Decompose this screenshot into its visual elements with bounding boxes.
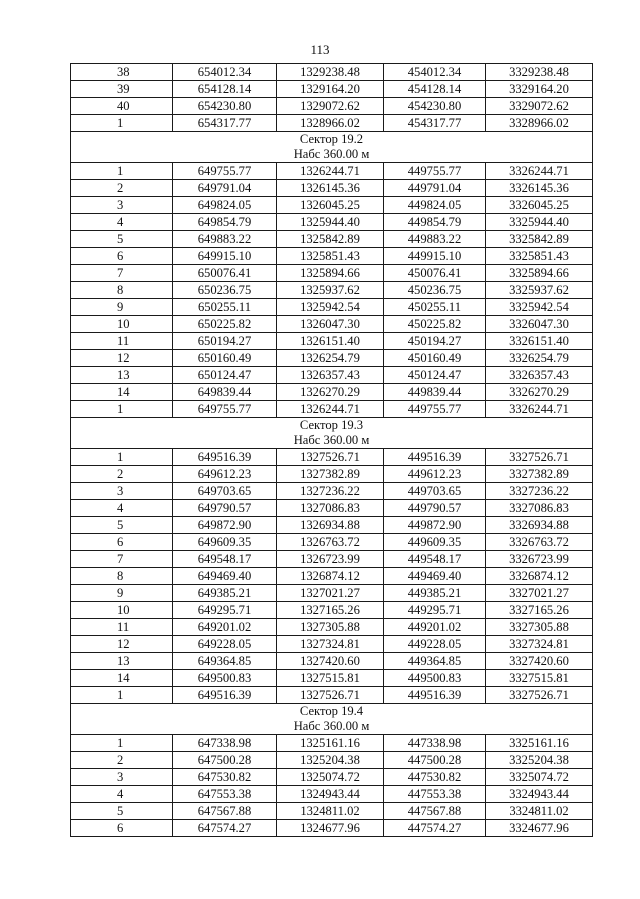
x-local-cell: 449612.23 (384, 466, 486, 483)
y-msk-cell: 1326357.43 (277, 367, 384, 384)
point-number-cell: 2 (71, 466, 173, 483)
y-msk-cell: 1324943.44 (277, 786, 384, 803)
point-number-cell: 1 (71, 449, 173, 466)
table-row (71, 248, 593, 265)
point-number-cell: 9 (71, 585, 173, 602)
point-number-cell: 6 (71, 820, 173, 837)
x-msk-cell: 649755.77 (173, 401, 277, 418)
x-msk-cell: 647530.82 (173, 769, 277, 786)
x-local-cell: 454128.14 (384, 81, 486, 98)
x-local-cell: 449755.77 (384, 163, 486, 180)
table-row (71, 466, 593, 483)
table-row (71, 316, 593, 333)
table-row (71, 735, 593, 752)
x-msk-cell: 649612.23 (173, 466, 277, 483)
x-msk-cell: 650124.47 (173, 367, 277, 384)
y-msk-cell: 1326047.30 (277, 316, 384, 333)
table-row (71, 197, 593, 214)
table-row (71, 282, 593, 299)
table-row (71, 81, 593, 98)
x-msk-cell: 649548.17 (173, 551, 277, 568)
x-local-cell: 454230.80 (384, 98, 486, 115)
table-row (71, 483, 593, 500)
x-msk-cell: 649839.44 (173, 384, 277, 401)
y-local-cell: 3329072.62 (486, 98, 593, 115)
y-msk-cell: 1325161.16 (277, 735, 384, 752)
y-local-cell: 3325944.40 (486, 214, 593, 231)
point-number-cell: 6 (71, 248, 173, 265)
sector-height: Набс 360.00 м (71, 433, 593, 449)
y-local-cell: 3326934.88 (486, 517, 593, 534)
point-number-cell: 14 (71, 670, 173, 687)
y-msk-cell: 1326244.71 (277, 401, 384, 418)
point-number-cell: 13 (71, 653, 173, 670)
y-msk-cell: 1329164.20 (277, 81, 384, 98)
y-local-cell: 3326874.12 (486, 568, 593, 585)
x-local-cell: 447338.98 (384, 735, 486, 752)
x-local-cell: 449516.39 (384, 449, 486, 466)
y-local-cell: 3326723.99 (486, 551, 593, 568)
table-row (71, 786, 593, 803)
x-msk-cell: 649872.90 (173, 517, 277, 534)
sector-height-row (71, 433, 593, 449)
y-local-cell: 3326047.30 (486, 316, 593, 333)
table-row (71, 333, 593, 350)
y-msk-cell: 1325851.43 (277, 248, 384, 265)
y-msk-cell: 1326763.72 (277, 534, 384, 551)
x-msk-cell: 649516.39 (173, 449, 277, 466)
y-local-cell: 3326045.25 (486, 197, 593, 214)
sector-title: Сектор 19.4 (71, 704, 593, 720)
point-number-cell: 1 (71, 401, 173, 418)
sector-height-row (71, 147, 593, 163)
x-local-cell: 449790.57 (384, 500, 486, 517)
table-row (71, 384, 593, 401)
y-local-cell: 3327165.26 (486, 602, 593, 619)
y-local-cell: 3326244.71 (486, 401, 593, 418)
sector-title-row (71, 704, 593, 720)
x-msk-cell: 649790.57 (173, 500, 277, 517)
x-local-cell: 449385.21 (384, 585, 486, 602)
table-row (71, 803, 593, 820)
point-number-cell: 38 (71, 64, 173, 81)
point-number-cell: 5 (71, 803, 173, 820)
table-row (71, 619, 593, 636)
x-local-cell: 447567.88 (384, 803, 486, 820)
y-local-cell: 3327305.88 (486, 619, 593, 636)
x-msk-cell: 649228.05 (173, 636, 277, 653)
point-number-cell: 12 (71, 350, 173, 367)
x-local-cell: 449872.90 (384, 517, 486, 534)
y-local-cell: 3324943.44 (486, 786, 593, 803)
y-msk-cell: 1326934.88 (277, 517, 384, 534)
table-row (71, 115, 593, 132)
y-msk-cell: 1325074.72 (277, 769, 384, 786)
y-msk-cell: 1327236.22 (277, 483, 384, 500)
y-local-cell: 3324677.96 (486, 820, 593, 837)
y-local-cell: 3326763.72 (486, 534, 593, 551)
table-row (71, 98, 593, 115)
y-local-cell: 3327086.83 (486, 500, 593, 517)
point-number-cell: 3 (71, 483, 173, 500)
y-local-cell: 3327526.71 (486, 449, 593, 466)
table-row (71, 636, 593, 653)
y-msk-cell: 1325942.54 (277, 299, 384, 316)
x-msk-cell: 650160.49 (173, 350, 277, 367)
y-local-cell: 3326151.40 (486, 333, 593, 350)
y-msk-cell: 1324677.96 (277, 820, 384, 837)
x-msk-cell: 654317.77 (173, 115, 277, 132)
point-number-cell: 10 (71, 602, 173, 619)
x-msk-cell: 649824.05 (173, 197, 277, 214)
x-msk-cell: 649364.85 (173, 653, 277, 670)
y-local-cell: 3325161.16 (486, 735, 593, 752)
x-msk-cell: 647553.38 (173, 786, 277, 803)
y-msk-cell: 1327305.88 (277, 619, 384, 636)
y-local-cell: 3326244.71 (486, 163, 593, 180)
table-row (71, 500, 593, 517)
table-row (71, 653, 593, 670)
y-local-cell: 3327526.71 (486, 687, 593, 704)
table-row (71, 585, 593, 602)
x-local-cell: 450255.11 (384, 299, 486, 316)
x-msk-cell: 647567.88 (173, 803, 277, 820)
y-msk-cell: 1325937.62 (277, 282, 384, 299)
y-msk-cell: 1326151.40 (277, 333, 384, 350)
sector-height-row (71, 719, 593, 735)
y-msk-cell: 1327086.83 (277, 500, 384, 517)
point-number-cell: 3 (71, 769, 173, 786)
point-number-cell: 8 (71, 282, 173, 299)
x-local-cell: 449548.17 (384, 551, 486, 568)
table-row (71, 231, 593, 248)
point-number-cell: 2 (71, 752, 173, 769)
y-local-cell: 3325894.66 (486, 265, 593, 282)
table-row (71, 449, 593, 466)
x-msk-cell: 650194.27 (173, 333, 277, 350)
x-msk-cell: 649915.10 (173, 248, 277, 265)
x-msk-cell: 647338.98 (173, 735, 277, 752)
y-msk-cell: 1328966.02 (277, 115, 384, 132)
x-msk-cell: 649201.02 (173, 619, 277, 636)
x-local-cell: 450160.49 (384, 350, 486, 367)
point-number-cell: 2 (71, 180, 173, 197)
point-number-cell: 40 (71, 98, 173, 115)
x-local-cell: 447553.38 (384, 786, 486, 803)
point-number-cell: 1 (71, 163, 173, 180)
y-msk-cell: 1325842.89 (277, 231, 384, 248)
table-row (71, 299, 593, 316)
point-number-cell: 4 (71, 500, 173, 517)
x-msk-cell: 654128.14 (173, 81, 277, 98)
y-local-cell: 3329238.48 (486, 64, 593, 81)
y-msk-cell: 1326270.29 (277, 384, 384, 401)
y-msk-cell: 1325894.66 (277, 265, 384, 282)
y-local-cell: 3326145.36 (486, 180, 593, 197)
point-number-cell: 7 (71, 265, 173, 282)
y-local-cell: 3325851.43 (486, 248, 593, 265)
table-row (71, 820, 593, 837)
point-number-cell: 14 (71, 384, 173, 401)
x-msk-cell: 649516.39 (173, 687, 277, 704)
x-msk-cell: 649295.71 (173, 602, 277, 619)
y-local-cell: 3327515.81 (486, 670, 593, 687)
y-msk-cell: 1327526.71 (277, 449, 384, 466)
x-local-cell: 449609.35 (384, 534, 486, 551)
point-number-cell: 5 (71, 231, 173, 248)
y-local-cell: 3325074.72 (486, 769, 593, 786)
y-msk-cell: 1326045.25 (277, 197, 384, 214)
point-number-cell: 39 (71, 81, 173, 98)
point-number-cell: 9 (71, 299, 173, 316)
sector-title: Сектор 19.2 (71, 132, 593, 148)
x-msk-cell: 649609.35 (173, 534, 277, 551)
point-number-cell: 1 (71, 687, 173, 704)
sector-title-row (71, 132, 593, 148)
x-msk-cell: 649703.65 (173, 483, 277, 500)
y-local-cell: 3325942.54 (486, 299, 593, 316)
y-local-cell: 3326254.79 (486, 350, 593, 367)
y-local-cell: 3325204.38 (486, 752, 593, 769)
y-local-cell: 3327382.89 (486, 466, 593, 483)
table-row (71, 551, 593, 568)
x-local-cell: 447500.28 (384, 752, 486, 769)
x-local-cell: 449755.77 (384, 401, 486, 418)
table-row (71, 163, 593, 180)
y-local-cell: 3328966.02 (486, 115, 593, 132)
y-msk-cell: 1327021.27 (277, 585, 384, 602)
y-local-cell: 3326270.29 (486, 384, 593, 401)
y-msk-cell: 1326244.71 (277, 163, 384, 180)
x-msk-cell: 654012.34 (173, 64, 277, 81)
x-msk-cell: 649883.22 (173, 231, 277, 248)
y-msk-cell: 1327324.81 (277, 636, 384, 653)
table-row (71, 64, 593, 81)
x-local-cell: 450076.41 (384, 265, 486, 282)
x-local-cell: 449824.05 (384, 197, 486, 214)
x-local-cell: 449703.65 (384, 483, 486, 500)
x-local-cell: 449854.79 (384, 214, 486, 231)
y-msk-cell: 1324811.02 (277, 803, 384, 820)
y-msk-cell: 1329238.48 (277, 64, 384, 81)
sector-height: Набс 360.00 м (71, 719, 593, 735)
y-msk-cell: 1325204.38 (277, 752, 384, 769)
coordinates-table (70, 63, 593, 837)
table-row (71, 769, 593, 786)
point-number-cell: 6 (71, 534, 173, 551)
x-local-cell: 449883.22 (384, 231, 486, 248)
y-local-cell: 3327324.81 (486, 636, 593, 653)
y-msk-cell: 1327165.26 (277, 602, 384, 619)
point-number-cell: 11 (71, 333, 173, 350)
x-msk-cell: 647574.27 (173, 820, 277, 837)
y-msk-cell: 1329072.62 (277, 98, 384, 115)
x-local-cell: 449201.02 (384, 619, 486, 636)
x-local-cell: 450124.47 (384, 367, 486, 384)
x-msk-cell: 649854.79 (173, 214, 277, 231)
x-local-cell: 450225.82 (384, 316, 486, 333)
point-number-cell: 3 (71, 197, 173, 214)
x-local-cell: 449469.40 (384, 568, 486, 585)
y-local-cell: 3324811.02 (486, 803, 593, 820)
table-row (71, 534, 593, 551)
x-msk-cell: 649385.21 (173, 585, 277, 602)
y-msk-cell: 1325944.40 (277, 214, 384, 231)
table-row (71, 367, 593, 384)
x-msk-cell: 650225.82 (173, 316, 277, 333)
y-msk-cell: 1326723.99 (277, 551, 384, 568)
x-local-cell: 450236.75 (384, 282, 486, 299)
y-local-cell: 3327236.22 (486, 483, 593, 500)
x-local-cell: 449500.83 (384, 670, 486, 687)
point-number-cell: 5 (71, 517, 173, 534)
x-local-cell: 449791.04 (384, 180, 486, 197)
y-msk-cell: 1327382.89 (277, 466, 384, 483)
y-local-cell: 3329164.20 (486, 81, 593, 98)
x-msk-cell: 647500.28 (173, 752, 277, 769)
point-number-cell: 4 (71, 214, 173, 231)
x-msk-cell: 650076.41 (173, 265, 277, 282)
x-local-cell: 454317.77 (384, 115, 486, 132)
point-number-cell: 7 (71, 551, 173, 568)
x-msk-cell: 649755.77 (173, 163, 277, 180)
point-number-cell: 11 (71, 619, 173, 636)
x-local-cell: 449295.71 (384, 602, 486, 619)
x-local-cell: 447530.82 (384, 769, 486, 786)
table-row (71, 602, 593, 619)
x-local-cell: 449516.39 (384, 687, 486, 704)
y-msk-cell: 1327420.60 (277, 653, 384, 670)
y-local-cell: 3325937.62 (486, 282, 593, 299)
table-row (71, 517, 593, 534)
point-number-cell: 13 (71, 367, 173, 384)
point-number-cell: 12 (71, 636, 173, 653)
table-row (71, 180, 593, 197)
table-row (71, 670, 593, 687)
point-number-cell: 4 (71, 786, 173, 803)
x-msk-cell: 650236.75 (173, 282, 277, 299)
y-local-cell: 3327420.60 (486, 653, 593, 670)
point-number-cell: 1 (71, 115, 173, 132)
y-local-cell: 3327021.27 (486, 585, 593, 602)
table-row (71, 752, 593, 769)
table-row (71, 401, 593, 418)
x-local-cell: 449915.10 (384, 248, 486, 265)
x-local-cell: 450194.27 (384, 333, 486, 350)
y-msk-cell: 1326145.36 (277, 180, 384, 197)
y-msk-cell: 1326254.79 (277, 350, 384, 367)
y-msk-cell: 1327515.81 (277, 670, 384, 687)
point-number-cell: 1 (71, 735, 173, 752)
table-row (71, 350, 593, 367)
y-local-cell: 3325842.89 (486, 231, 593, 248)
point-number-cell: 8 (71, 568, 173, 585)
x-msk-cell: 654230.80 (173, 98, 277, 115)
x-local-cell: 449364.85 (384, 653, 486, 670)
sector-title-row (71, 418, 593, 434)
table-row (71, 568, 593, 585)
x-local-cell: 454012.34 (384, 64, 486, 81)
x-msk-cell: 649500.83 (173, 670, 277, 687)
page-number: 113 (310, 42, 330, 57)
table-row (71, 265, 593, 282)
table-row (71, 687, 593, 704)
coordinates-table-body (71, 64, 593, 837)
sector-title: Сектор 19.3 (71, 418, 593, 434)
y-msk-cell: 1327526.71 (277, 687, 384, 704)
x-local-cell: 449228.05 (384, 636, 486, 653)
sector-height: Набс 360.00 м (71, 147, 593, 163)
y-msk-cell: 1326874.12 (277, 568, 384, 585)
table-row (71, 214, 593, 231)
x-msk-cell: 650255.11 (173, 299, 277, 316)
x-msk-cell: 649791.04 (173, 180, 277, 197)
y-local-cell: 3326357.43 (486, 367, 593, 384)
x-msk-cell: 649469.40 (173, 568, 277, 585)
x-local-cell: 447574.27 (384, 820, 486, 837)
x-local-cell: 449839.44 (384, 384, 486, 401)
point-number-cell: 10 (71, 316, 173, 333)
